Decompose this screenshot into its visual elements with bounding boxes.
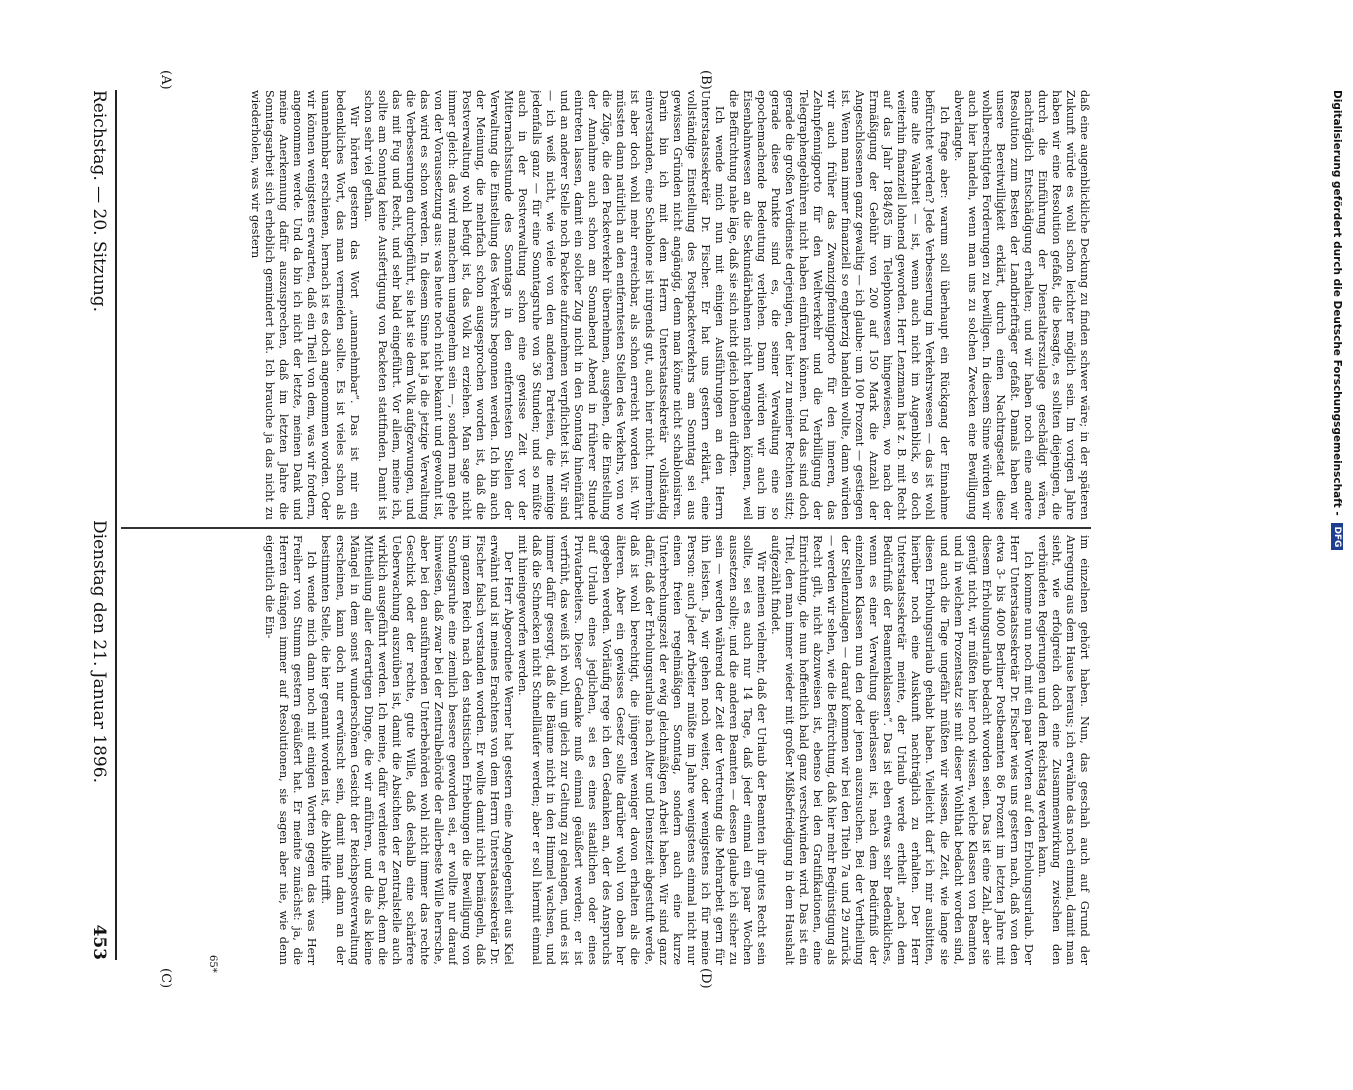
paragraph: Ich wende mich nun mit einigen Ausführungen an den Herrn Unterstaatssekretär Dr. Fischer. Er hat uns gestern erklärt, eine vollständige Einstellung des Postpacketverkehrs am Sonntag sei aus gewissen Gründen nicht angängig, denn man könne nicht schablonisiren. Darin bin ich mit dem Herrn Unterstaatssekretär vollständig einverstanden, eine Schablone ist nirgends gut, auch hier nicht. Immerhin ist aber doch wohl mehr erreichbar, als schon erreicht worden ist. Wir müssten dann natürlich an den entferntesten Stellen des Verkehrs, von wo die Züge, die den Packetverkehr übernehmen, ausgehen, die Einstellung der Annahme auch schon am Sonnabend Abend in früherer Stunde eintreten lassen, damit ein solcher Zug nicht in den Sonntag hineinfährt und an anderer Stelle noch Packete aufzunehmen verpflichtet ist. Wir sind — ich weiß nicht, wie viele von den anderen Parteien, die meinige jedenfalls ganz — für eine Sonntagsruhe von 36 Stunden; und so müßte auch in der Postverwaltung schon eine gewisse Zeit vor der Mitternachtsstunde des Sonntags in den entferntesten Stellen der Verwaltung die Einstellung des Verkehrs begonnen werden. Ich bin auch der Meinung, die mehrfach schon ausgesprochen worden ist, daß die Postverwaltung wohl befugt ist, das Volk zu erziehen. Man sage nicht immer gleich: das wird manchem unangenehm sein —, sondern man gehe von der Voraussetzung aus: was heute noch nicht bekannt und gewohnt ist, das wird es schon werden. In diesem Sinne hat ja die jetzige Verwaltung die Verbesserungen durchgeführt, sie hat sie dem Volk aufgezwungen, und das mit Fug und Recht, und sehr bald eingeführt. Vor allem, meine ich, sollte am Sonntag keine Ausfertigung von Packeten stattfinden. Damit ist schon sehr viel gethan. [361,90,726,520]
running-head: Reichstag. — 20. Sitzung. [89,90,109,313]
dfg-logo: DFG [1331,523,1343,550]
paragraph: im einzelnen gehört haben. Nun, das geschah auch auf Grund der Anregung aus dem Hause heraus; ich erwähne das noch einmal, damit man sieht, wie erfolgreich doch eine Zusammenwirkung zwischen den verbündeten Regierungen und dem Reichstag werden kann. [1035,535,1091,965]
credit-text: Digitalisierung gefördert durch die Deutsche Forschungsgemeinschaft - [1331,90,1343,516]
margin-marker-c: (C) [158,968,173,989]
paragraph: Wir hörten gestern das Wort „unannehmbar“. Das ist mir ein bedenkliches Wort, das man vermeiden sollte. Es ist vieles schon als unannehmbar erschienen, hernach ist es doch angenommen worden. Oder wir können wenigstens erwarten, daß ein Theil von dem, was wir fordern, angenommen werde. Und da bin ich nicht der letzte, meinen Dank und meine Anerkennung dafür auszusprechen, daß im letzten Jahre die Sonntagsarbeit sich erheblich gemindert hat. Ich brauche ja das nicht zu wiederholen, was wir gestern [249,90,361,520]
page-reference: 65* [207,955,218,973]
header-rule [115,90,117,960]
right-column [121,535,1091,965]
margin-marker-a: (A) [158,70,173,90]
paragraph: Ich komme nun noch mit ein paar Worten auf den Erholungsurlaub. Der Herr Unterstaatssekretär Dr. Fischer wies uns gestern nach, daß von den etwa 3- bis 4000 Berliner Postbeamten 86 Prozent im letzten Jahre mit diesem Erholungsurlaub bedacht worden seien. Das ist eine Zahl, aber sie genügt nicht, wir müßten hier noch wissen, welche Klassen von Beamten und in welchem Prozentsatz sie mit dieser Wohlthat bedacht worden sind, und auch die Tage ungefähr müßten wir wissen, die Zeit, wie lange sie diesen Erholungsurlaub gehabt haben. Vielleicht darf ich mir ausbitten, hierüber noch eine Auskunft nachträglich zu erhalten. Der Herr Unterstaatssekretär meinte, der Urlaub werde ertheilt „nach dem Bedürfniß der Beamtenklassen“. Das ist eben etwas sehr Bedenkliches, wenn es einer Verwaltung überlassen ist, nach dem Bedürfniß der einzelnen Klassen nun den oder jenen auszusuchen. Bei der Vertheilung der Stellenzulagen — darauf kommen wir bei den Titeln 7a und 29 zurück — werden wir sehen, wie die Befürchtung, daß hier mehr Begünstigung als Recht gilt, nicht abzuweisen ist, ebenso bei den Gratifikationen, eine Einrichtung, die nun hoffentlich bald ganz verschwinden wird. Das ist ein Titel, den man immer wieder mit großer Mißbefriedigung in dem Haushalt aufgezählt findet. [768,535,1035,965]
paragraph: Ich wende mich dann noch mit einigen Worten gegen das was Herr Freiherr von Stumm gestern geäußert hat. Er meinte zunächst: ja, die Herren drängen immer auf Resolutionen, sie sagen aber nie, wie denn eigentlich die Ein- [263,535,319,965]
page-number: 453 [89,924,109,960]
paragraph: daß eine augenblickliche Deckung zu finden schwer wäre; in der späteren Zukunft würde es wohl schon leichter möglich sein. Im vorigen Jahre haben wir eine Resolution gefaßt, die besagte, es sollten diejenigen, die durch die Einführung der Dienstalterszulage geschädigt wären, nachträglich Entschädigung erhalten; und wir haben noch eine andere Resolution zum Besten der Landbriefträger gefaßt. Damals haben wir unsere Bereitwilligkeit erklärt, durch einen Nachtragsetat diese wohlberechtigten Forderungen zu bewilligen. In diesem Sinne würden wir auch hier handeln, wenn man uns zu solchen Zwecken eine Bewilligung abverlangte. [951,90,1091,520]
margin-marker-d: (D) [698,968,713,989]
paragraph: Der Herr Abgeordnete Werner hat gestern eine Angelegenheit aus Kiel erwähnt und ist meines Erachtens von dem Herrn Unterstaatssekretär Dr. Fischer falsch verstanden worden. Er wollte damit nicht bemängeln, daß im ganzen Reich nach den statistischen Erhebungen die Bewilligung von Sonntagsruhe eine ziemlich bessere geworden sei, er wollte nur darauf hinweisen, daß zwar bei der Zentralbehörde der allerbeste Wille herrsche, aber bei den ausführenden Unterbehörden wohl nicht immer das rechte Geschick oder der rechte, gute Wille, daß deshalb eine schärfere Ueberwachung auszuüben ist, damit die Absichten der Zentralstelle auch wirklich ausgeführt werden. Ich meine, dafür verdiente er Dank; denn die Mittheilung aller derartigen Dinge, die wir anführen, und die als kleine Mängel in dem sonst wunderschönen Gesicht der Reichspostverwaltung erscheinen, kann doch nur erwünscht sein, damit man dann an der bestimmten Stelle, die hier genannt worden ist, die Abhilfe trifft. [319,535,516,965]
paragraph: Ich frage aber: warum soll überhaupt ein Rückgang der Einnahme befürchtet werden? Jede Verbesserung im Verkehrswesen — das ist wohl eine alte Wahrheit — ist, wenn auch nicht im Augenblick, so doch weiterhin finanziell lohnend geworden. Herr Lenzmann hat z. B. mit Recht auf das Jahr 1884/85 im Telephonwesen hingewiesen, wo nach der Ermäßigung der Gebühr von 200 auf 150 Mark die Anzahl der Angeschlossenen ganz gewaltig — ich glaube: um 100 Prozent — gestiegen ist. Wenn man immer finanziell so engherzig handeln wollte, dann würden wir auch früher das Zwanzigpfennigporto für den inneren, das Zehnpfennigporto für den Weltverkehr und die Verbilligung der Telegraphengebühren nicht haben einführen können. Und das sind doch gerade die großen Verdienste derjenigen, der hier zu meiner Rechten sitzt; gerade diese Punkte sind es, die seiner Verwaltung eine so epochemachende Bedeutung verliehen. Dann würden wir auch im Eisenbahnwesen an die Sekundärbahnen nicht herangehen können, weil die Befürchtung nahe läge, daß sie sich nicht gleich lohnen dürften. [726,90,951,520]
session-date: Dienstag den 21. Januar 1896. [89,520,109,783]
digitization-credit [1331,90,1343,1090]
column-divider [121,527,1091,529]
margin-marker-b: (B) [698,70,713,90]
page-header [79,90,109,960]
paragraph: Wir meinen vielmehr, daß der Urlaub der Beamten ihr gutes Recht sein sollte, sei es auch nur 14 Tage, daß jeder einmal ein paar Wochen aussetzen sollte; und die anderen Beamten — dessen glaube ich sicher zu sein — werden während der Zeit der Vertretung die Mehrarbeit gern für ihn leisten. Ja, wir gehen noch weiter, oder wenigstens ich für meine Person: auch jeder Arbeiter müßte im Jahre wenigstens einmal nicht nur einen freien regelmäßigen Sonntag, sondern auch eine kurze Unterbrechungszeit der ewig gleichmäßigen Arbeit haben. Wir sind ganz dafür, daß der Erholungsurlaub nach Alter und Dienstzeit abgestuft werde, daß ist wohl berechtigt, die jüngeren weniger davon erhalten als die älteren. Aber ein gewisses Gesetz sollte darüber wohl von oben her gegeben werden. Vorläufig rege ich den Gedanken an, der des Anspruchs auf Urlaub eines jeglichen, sei es eines staatlichen oder eines Privatarbeiters. Dieser Gedanke muß einmal geäußert werden; er ist verfrüht, das weiß ich wohl, um gleich zur Geltung zu gelangen, und es ist immer dafür gesorgt, daß die Bäume nicht in den Himmel wachsen, und daß die Schnecken nicht Schnellläufer werden; aber er soll hiermit einmal mit hineingeworfen werden. [516,535,768,965]
left-column [121,90,1091,520]
